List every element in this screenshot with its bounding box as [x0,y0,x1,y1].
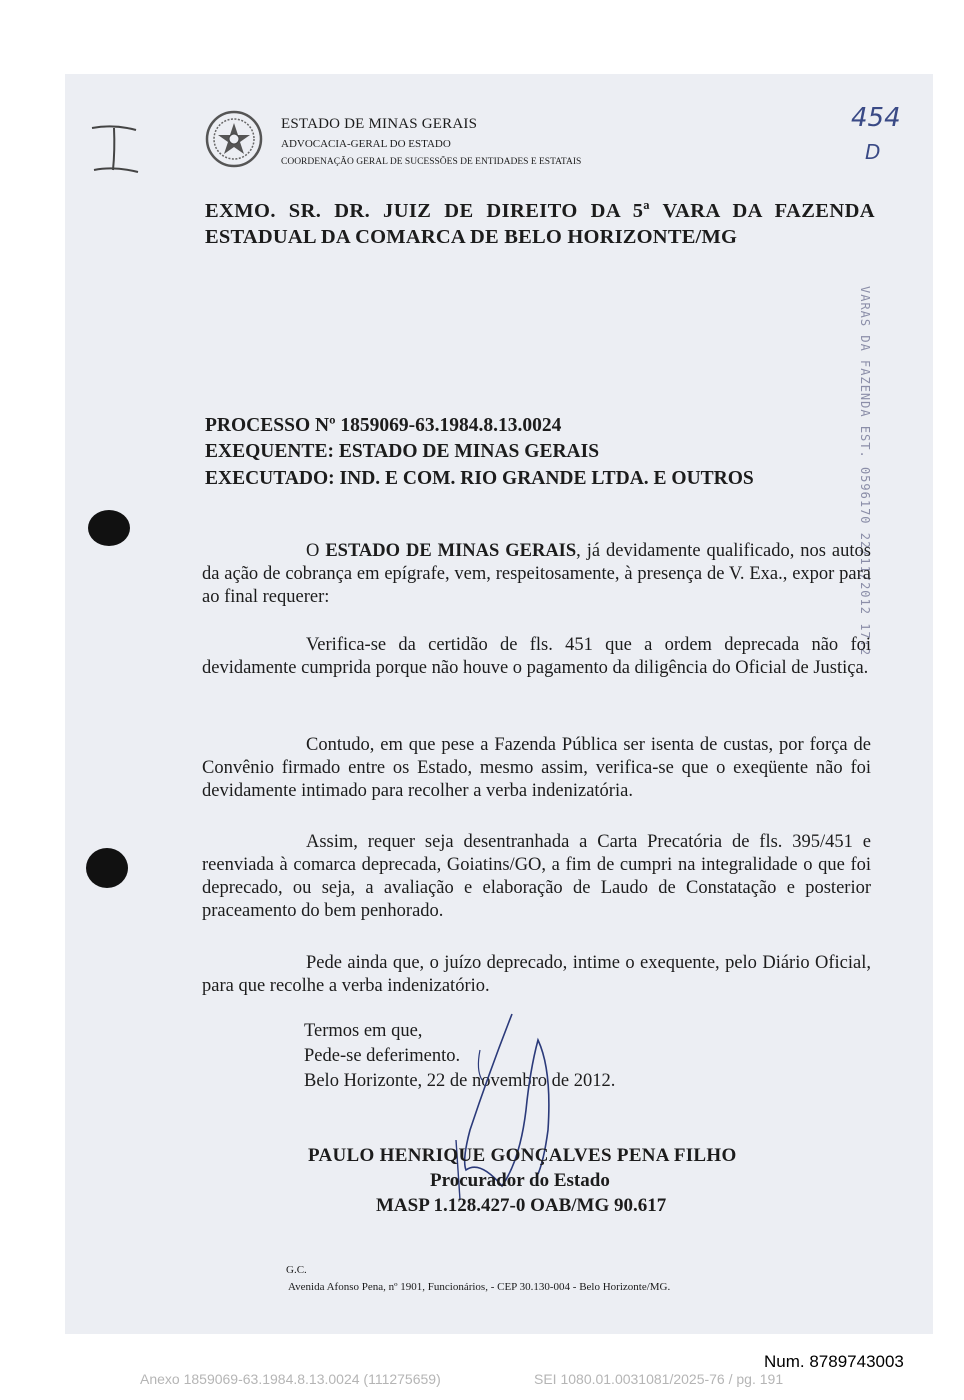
header-coordination: COORDENAÇÃO GERAL DE SUCESSÕES DE ENTIDADES E ESTATAIS [281,157,582,167]
handwritten-page-number: 454 [851,103,901,133]
paragraph-4 [202,831,871,923]
paragraph-2 [202,634,871,680]
process-executado: EXECUTADO: IND. E COM. RIO GRANDE LTDA. E OUTROS [205,468,754,489]
paragraph-3 [202,734,871,803]
paragraph-5-text: Pede ainda que, o juízo deprecado, intime o exequente, pelo Diário Oficial, para que recolhe a verba indenizatório. [202,953,871,996]
handwritten-initial: D [865,140,881,164]
signatory-name: PAULO HENRIQUE GONÇALVES PENA FILHO [308,1145,737,1166]
signatory-role: Procurador do Estado [430,1170,610,1191]
paragraph-1-bold: ESTADO DE MINAS GERAIS [325,541,577,561]
punch-hole-top [88,510,130,546]
receipt-stamp: VARAS DA FAZENDA EST. 0596170 22/11/2012 17:2 [858,286,872,657]
footer-initials: G.C. [286,1264,307,1276]
header-agency: ADVOCACIA-GERAL DO ESTADO [281,138,451,150]
handwritten-roman-one-mark [84,116,144,182]
header-state: ESTADO DE MINAS GERAIS [281,116,478,132]
addressee-line-1: EXMO. SR. DR. JUIZ DE DIREITO DA 5ª VARA DA FAZENDA [205,200,875,222]
paragraph-3-text: Contudo, em que pese a Fazenda Pública ser isenta de custas, por força de Convênio firmado entre os Estado, mesmo assim, verifica-se que o exeqüente não foi devidamente intimado para recolher a verba indenizatória. [202,735,871,801]
closing-line-2: Pede-se deferimento. [304,1046,461,1066]
process-exequente: EXEQUENTE: ESTADO DE MINAS GERAIS [205,441,600,462]
signatory-registration: MASP 1.128.427-0 OAB/MG 90.617 [376,1195,667,1216]
paragraph-1-rest: , já devidamente qualificado, nos autos da ação de cobrança em epígrafe, vem, respeitosamente, à presença de V. Exa., expor para ao final requerer: [202,541,871,607]
paragraph-1-lead: O [306,541,326,561]
closing-date: Belo Horizonte, 22 de novembro de 2012. [304,1071,616,1091]
footer-address: Avenida Afonso Pena, nº 1901, Funcionários, - CEP 30.130-004 - Belo Horizonte/MG. [288,1281,671,1293]
punch-hole-bottom [86,848,128,888]
sei-page-reference: SEI 1080.01.0031081/2025-76 / pg. 191 [534,1371,784,1387]
process-number: PROCESSO Nº 1859069-63.1984.8.13.0024 [205,415,562,436]
addressee-line-2: ESTADUAL DA COMARCA DE BELO HORIZONTE/MG [205,226,738,248]
coat-of-arms-seal [205,110,263,168]
closing-line-1: Termos em que, [304,1021,423,1041]
document-number: Num. 8789743003 [764,1352,904,1371]
annex-reference: Anexo 1859069-63.1984.8.13.0024 (111275659) [140,1371,441,1387]
paragraph-5 [202,952,871,998]
paragraph-4-text: Assim, requer seja desentranhada a Carta Precatória de fls. 395/451 e reenviada à comarca deprecada, Goiatins/GO, a fim de cumpri na integralidade o que foi deprecado, ou seja, a avaliação e elaboração de Laudo de Constatação e posterior praceamento do bem penhorado. [202,832,871,921]
paragraph-1 [202,540,871,609]
paragraph-2-text: Verifica-se da certidão de fls. 451 que a ordem deprecada não foi devidamente cumprida porque não houve o pagamento da diligência do Oficial de Justiça. [202,635,871,678]
